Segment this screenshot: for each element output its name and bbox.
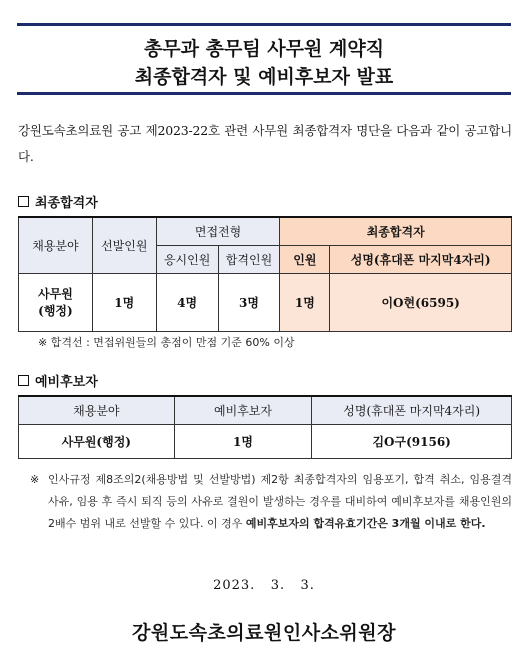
title-line-1: 총무과 총무팀 사무원 계약직	[143, 38, 385, 60]
field-line-2: (행정)	[38, 304, 73, 318]
reserve-table	[18, 395, 512, 459]
cell-field	[19, 273, 93, 331]
header-applicants: 응시인원	[156, 245, 218, 273]
cell-name: 이O현(6595)	[330, 273, 512, 331]
header-passed: 합격인원	[218, 245, 280, 273]
final-results-table	[18, 216, 512, 332]
cell-applicants: 4명	[156, 273, 218, 331]
reserve-cell-count: 1명	[174, 424, 312, 458]
signer: 강원도속초의료원인사소위원장	[132, 622, 396, 644]
cell-passed: 3명	[218, 273, 280, 331]
header-field: 채용분야	[19, 217, 93, 273]
header-planned: 선발인원	[92, 217, 156, 273]
reserve-heading-label: 예비후보자	[35, 375, 98, 390]
notice-strong-text: 예비후보자의 합격유효기간은 3개월 이내로 한다.	[245, 517, 486, 530]
header-count: 인원	[280, 245, 330, 273]
checkbox-icon	[18, 375, 29, 386]
final-heading-label: 최종합격자	[35, 196, 98, 211]
reserve-cell-name: 김O구(9156)	[312, 424, 512, 458]
reserve-cell-field: 사무원(행정)	[19, 424, 175, 458]
notice-text: 인사규정 제8조의2(채용방법 및 선발방법) 제2항 최종합격자의 임용포기, 합격 취소, 임용결격 사유, 임용 후 즉시 퇴직 등의 사유로 결원이 발생하는 경우를 대비하여 예비후보자를 채용인원의 2배수 범위 내로 선발할 수 있다. 이 경우	[48, 473, 512, 530]
checkbox-icon	[18, 196, 29, 207]
reserve-header-name: 성명(휴대폰 마지막4자리)	[312, 396, 512, 424]
reserve-header-count: 예비후보자	[174, 396, 312, 424]
header-final-group: 최종합격자	[280, 217, 512, 245]
cell-count: 1명	[280, 273, 330, 331]
pass-line-note: ※ 합격선 : 면접위원들의 총점이 만점 기준 60% 이상	[38, 336, 295, 349]
cell-planned: 1명	[92, 273, 156, 331]
title-box	[17, 23, 511, 95]
final-section-heading	[18, 192, 98, 211]
field-line-1: 사무원	[38, 287, 73, 301]
notice-paragraph	[30, 469, 512, 535]
intro-paragraph: 강원도속초의료원 공고 제2023-22호 관련 사무원 최종합격자 명단을 다음과 같이 공고합니다.	[18, 123, 512, 164]
reserve-header-field: 채용분야	[19, 396, 175, 424]
reserve-section-heading	[18, 371, 98, 390]
header-name: 성명(휴대폰 마지막4자리)	[330, 245, 512, 273]
header-interview: 면접전형	[156, 217, 280, 245]
announcement-date: 2023. 3. 3.	[213, 578, 315, 593]
title-line-2: 최종합격자 및 예비후보자 발표	[134, 66, 394, 88]
notice-mark: ※	[30, 473, 40, 486]
